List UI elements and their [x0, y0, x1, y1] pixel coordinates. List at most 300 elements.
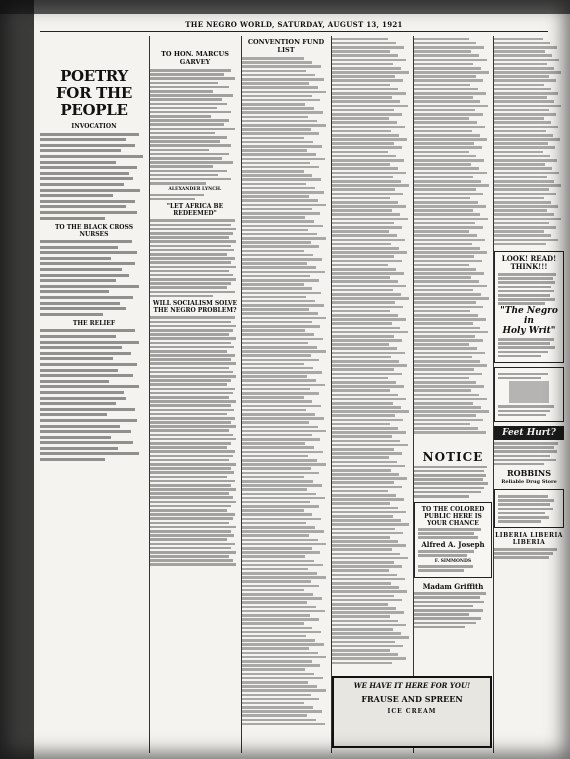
fund-list-entry: [332, 578, 405, 581]
fund-list-entry: [242, 266, 316, 269]
fund-list-entry: [242, 145, 322, 148]
fund-list-entry: [414, 406, 481, 409]
fund-list-entry: [414, 213, 480, 216]
fund-list-entry: [414, 268, 476, 271]
fund-list-entry: [414, 46, 484, 49]
fund-list-entry: [414, 368, 474, 371]
fund-list-entry: [242, 593, 313, 596]
fund-list-entry: [332, 565, 402, 568]
fund-list-entry: [494, 205, 558, 208]
fund-list-entry: [494, 71, 561, 74]
poem-heading: TO HON. MARCUS GARVEY: [161, 50, 229, 66]
fund-list-entry: [332, 548, 392, 551]
fund-list-entry: [332, 184, 409, 187]
scan-shadow: [0, 0, 34, 759]
fund-list-entry: [494, 155, 550, 158]
ice-cream-ad: [332, 676, 492, 748]
fund-list-entry: [332, 96, 392, 99]
fund-list-entry: [494, 88, 551, 91]
fund-list-entry: [332, 314, 398, 317]
fund-list-entry: [242, 677, 323, 680]
fund-list-entry: [414, 75, 476, 78]
fund-list-entry: [242, 643, 324, 646]
fund-list-entry: [242, 333, 314, 336]
fund-list-entry: [242, 237, 326, 240]
fund-list-entry: [242, 300, 315, 303]
fund-list-entry: [414, 297, 489, 300]
fund-list-entry: [494, 50, 545, 53]
fund-list-entry: [242, 187, 315, 190]
fund-list-entry: [414, 84, 470, 87]
fund-list-entry: [332, 473, 399, 476]
ad-title-line: "The Negro in: [500, 306, 558, 327]
fund-list-entry: [414, 389, 471, 392]
poem-title: TO THE BLACK CROSS NURSES: [54, 223, 134, 238]
fund-list-entry: [332, 226, 402, 229]
fund-list-entry: [242, 405, 321, 408]
fund-list-entry: [414, 402, 473, 405]
fund-list-entry: [242, 174, 312, 177]
fund-list-entry: [414, 130, 472, 133]
fund-list-entry: [242, 421, 309, 424]
fund-list-entry: [332, 75, 395, 78]
negro-holy-writ-ad: [494, 251, 564, 363]
fund-list-entry: [242, 668, 305, 671]
fund-list-entry: [242, 618, 319, 621]
fund-list-entry: [332, 180, 401, 183]
fund-list-entry: [414, 414, 476, 417]
fund-list-entry: [242, 438, 320, 441]
fund-list-entry: [494, 243, 546, 246]
fund-list-entry: [494, 138, 560, 141]
fund-list-entry: [242, 375, 307, 378]
fund-list-entry: [332, 172, 406, 175]
notice-block: [414, 450, 492, 630]
fund-list-entry: [332, 628, 393, 631]
remedy-ad: [494, 367, 564, 422]
fund-list-entry: [242, 476, 304, 479]
fund-list-entry: [332, 121, 397, 124]
fund-list-entries: [414, 38, 492, 434]
fund-list-entry: [242, 388, 310, 391]
fund-list-entry: [242, 656, 326, 659]
fund-list-entry: [494, 230, 544, 233]
fund-list-entry: [332, 188, 395, 191]
fund-list-entry: [242, 396, 304, 399]
fund-list-entry: [332, 544, 406, 547]
fund-list-entry: [242, 120, 317, 123]
fund-list-entry: [242, 254, 313, 257]
fund-list-entry: [332, 494, 396, 497]
fund-list-entry: [242, 141, 313, 144]
fund-list-entry: [242, 250, 304, 253]
fund-list-entry: [494, 121, 551, 124]
fund-list-entry: [242, 534, 309, 537]
fund-list-entry: [332, 469, 391, 472]
fund-list-entry: [242, 212, 320, 215]
fund-list-entry: [242, 497, 325, 500]
fund-list-entry: [332, 280, 398, 283]
ad-heading: TO THE COLORED PUBLIC HERE IS YOUR CHANCE: [421, 505, 485, 527]
fund-list-entry: [414, 113, 483, 116]
fund-list-entry: [242, 610, 325, 613]
fund-list-entry: [332, 42, 396, 45]
fund-list-entry: [494, 146, 555, 149]
fund-list-entry: [414, 176, 473, 179]
fund-list-entry: [242, 329, 305, 332]
fund-list-entry: [242, 673, 314, 676]
ad-text: [498, 338, 560, 357]
fund-list-entry: [414, 243, 472, 246]
fund-list-entry: [242, 124, 326, 127]
fund-list-entry: [242, 371, 322, 374]
articles-column: [150, 36, 240, 753]
fund-list-entry: [494, 209, 547, 212]
fund-list-entry: [414, 54, 479, 57]
fund-list-entry: [242, 493, 316, 496]
fund-list-entry: [242, 484, 322, 487]
fund-list-entry: [242, 379, 316, 382]
fund-list-entry: [332, 624, 406, 627]
fund-list-entry: [494, 105, 561, 108]
fund-list-entry: [414, 310, 470, 313]
fund-list-entry: [414, 394, 479, 397]
fund-list-entry: [242, 116, 308, 119]
fund-list-entry: [242, 530, 324, 533]
fund-list-entry: [242, 111, 323, 114]
fund-list-entry: [332, 599, 402, 602]
fund-list-entry: [414, 289, 473, 292]
fund-list-entry: [494, 92, 558, 95]
fund-list-entry: [242, 706, 313, 709]
fund-list-entry: [242, 128, 311, 131]
fund-list-entry: [414, 280, 479, 283]
fund-list-entry: [242, 409, 306, 412]
fund-list-entry: [332, 155, 396, 158]
fund-list-entry: [242, 547, 312, 550]
fund-list-entry: [242, 287, 312, 290]
fund-list-entry: [494, 67, 554, 70]
fund-list-entry: [494, 54, 552, 57]
fund-list-entry: [332, 532, 403, 535]
fund-list-entry: [242, 501, 310, 504]
article-heading: "LET AFRICA BE REDEEMED": [166, 203, 224, 218]
fund-list-entry: [332, 653, 398, 656]
fund-list-entry: [494, 117, 544, 120]
fund-list-entry: [414, 63, 473, 66]
fund-list-entry: [494, 163, 545, 166]
fund-list-entry: [242, 576, 326, 579]
robbins-ad-heading: ROBBINS: [507, 468, 551, 479]
fund-list-entry: [242, 216, 305, 219]
fund-list-entry: [332, 507, 398, 510]
fund-list-entry: [242, 241, 311, 244]
fund-list-entry: [242, 354, 311, 357]
poem-text: [40, 329, 148, 461]
fund-list-entry: [494, 201, 551, 204]
fund-list-entry: [414, 159, 484, 162]
fund-list-entry: [494, 151, 543, 154]
ad-illustration: [509, 381, 549, 403]
fund-list-entry: [414, 385, 484, 388]
fund-list-entry: [414, 276, 471, 279]
fund-list-entry: [414, 50, 471, 53]
fund-list-entry: [332, 490, 388, 493]
fund-list-entry: [414, 335, 475, 338]
fund-list-entry: [242, 103, 305, 106]
article-heading: WILL SOCIALISM SOLVE THE NEGRO PROBLEM?: [152, 300, 238, 315]
fund-list-entry: [414, 59, 487, 62]
fund-list-entry: [414, 96, 473, 99]
fund-list-entry: [332, 105, 408, 108]
article-text: [150, 316, 240, 566]
notice-text: [414, 466, 492, 498]
fund-list-entry: [242, 95, 312, 98]
fund-list-entry: [494, 226, 556, 229]
fund-list-entry: [332, 331, 408, 334]
fund-list-entry: [494, 222, 549, 225]
fund-list-entry: [494, 38, 543, 41]
fund-list-entry: [332, 427, 398, 430]
fund-list-entries: [242, 57, 330, 725]
fund-list-entry: [332, 586, 399, 589]
fund-list-entry: [332, 377, 388, 380]
fund-list-entry: [494, 142, 548, 145]
fund-list-entry: [332, 126, 405, 129]
fund-list-entry: [414, 347, 477, 350]
fund-list-entry: [242, 271, 325, 274]
fund-list-entry: [414, 205, 486, 208]
article-text: [150, 194, 240, 201]
fund-list-entry: [332, 406, 401, 409]
ad-text: [498, 373, 560, 380]
fund-list-entry: [332, 109, 394, 112]
fund-list-entry: [414, 184, 489, 187]
fund-list-entry: [332, 218, 408, 221]
fund-list-entry: [242, 555, 305, 558]
fund-list-entry: [242, 417, 324, 420]
fund-list-entry: [414, 360, 480, 363]
fund-list-entry: [414, 410, 489, 413]
colored-public-ad: [414, 502, 492, 578]
fund-list-entry: [242, 74, 315, 77]
fund-list-entry: [242, 689, 326, 692]
fund-list-entry: [414, 209, 473, 212]
fund-list-entry: [332, 410, 409, 413]
fund-list-entry: [494, 46, 557, 49]
fund-list-entry: [242, 400, 312, 403]
fund-list-entry: [332, 71, 409, 74]
fund-list-entry: [414, 38, 469, 41]
fund-list-entry: [414, 247, 480, 250]
fund-list-entry: [494, 63, 547, 66]
fund-list-entry: [332, 176, 393, 179]
fund-list-entry: [332, 431, 406, 434]
ad-text: [418, 565, 488, 572]
fund-list-entry: [414, 218, 488, 221]
fund-list-entry: [332, 193, 403, 196]
fund-list-entry: [242, 446, 314, 449]
fund-list-entry: [414, 331, 488, 334]
fund-list-entry: [242, 505, 319, 508]
fund-list-entry: [242, 664, 320, 667]
fund-list-entry: [494, 75, 549, 78]
fund-list-entry: [332, 213, 400, 216]
fund-list-heading: CONVENTION FUND LIST: [247, 38, 325, 54]
fund-list-entry: [332, 306, 403, 309]
fund-list-entry: [242, 262, 307, 265]
fund-list-entry: [242, 208, 312, 211]
ad-heading: LOOK! READ! THINK!!!: [501, 254, 557, 272]
fund-list-entry: [242, 572, 317, 575]
fund-list-entry: [414, 431, 486, 434]
fund-list-entry: [242, 342, 308, 345]
ads-column: [494, 36, 564, 753]
fund-list-entry: [414, 146, 482, 149]
fund-list-entry: [332, 243, 391, 246]
fund-list-entry: [332, 649, 390, 652]
fund-list-entry: [414, 92, 486, 95]
fund-list-entry: [242, 158, 325, 161]
fund-list-entry: [242, 65, 321, 68]
fund-list-entry: [414, 151, 469, 154]
fund-list-entry: [242, 622, 304, 625]
fund-list-entry: [332, 553, 400, 556]
fund-list-entry: [332, 209, 392, 212]
fund-list-entry: [414, 100, 480, 103]
poem-title: THE RELIEF: [72, 319, 116, 327]
fund-list-entry: [414, 71, 489, 74]
fund-list-entry: [332, 456, 389, 459]
fund-list-entry: [494, 188, 549, 191]
fund-list-entry: [242, 589, 304, 592]
fund-list-entry: [242, 647, 309, 650]
fund-list-entry: [242, 639, 315, 642]
fund-list-entry: [242, 82, 309, 85]
fund-list-entry: [242, 225, 323, 228]
fund-list-entry: [332, 486, 402, 489]
fund-list-entry: [494, 213, 554, 216]
fund-list-entry: [332, 519, 401, 522]
feet-hurt-ad-heading: Feet Hurt?: [494, 426, 564, 440]
fund-list-entry: [494, 172, 559, 175]
fund-list-entry: [414, 339, 483, 342]
fund-list-entry: [332, 398, 406, 401]
fund-list-entry: [414, 260, 482, 263]
fund-list-entry: [242, 149, 307, 152]
fund-list-entry: [242, 204, 326, 207]
fund-list-entry: [414, 117, 469, 120]
fund-list-continued-column: [332, 36, 412, 753]
fund-list-entry: [332, 230, 389, 233]
fund-list-entry: [242, 183, 306, 186]
notice-column: [414, 36, 492, 753]
fund-list-entry: [242, 434, 312, 437]
fund-list-entry: [332, 595, 394, 598]
fund-list-entry: [494, 176, 547, 179]
fund-list-entry: [242, 153, 316, 156]
fund-list-entry: [414, 42, 476, 45]
fund-list-entry: [332, 142, 394, 145]
fund-list-entry: [242, 660, 312, 663]
fund-list-entry: [332, 452, 402, 455]
poem-text: [40, 133, 148, 220]
fund-list-entry: [332, 205, 406, 208]
fund-list-entry: [242, 451, 323, 454]
fund-list-entry: [332, 444, 408, 447]
fund-list-entry: [332, 540, 398, 543]
notice-heading: NOTICE: [422, 450, 484, 464]
fund-list-entry: [332, 255, 394, 258]
fund-list-entry: [414, 88, 478, 91]
fund-list-entry: [242, 681, 308, 684]
ad-text: [494, 548, 564, 559]
fund-list-entry: [414, 67, 481, 70]
fund-list-entry: [332, 38, 388, 41]
fund-list-entry: [494, 159, 557, 162]
fund-list-entry: [414, 419, 483, 422]
ad-brand: FRAUSE AND SPREEN: [361, 694, 463, 704]
fund-list-entry: [494, 96, 547, 99]
fund-list-entry: [242, 459, 317, 462]
fund-list-entry: [332, 352, 405, 355]
fund-list-entry: [414, 155, 476, 158]
fund-list-entry: [242, 627, 312, 630]
fund-list-entry: [414, 193, 483, 196]
fund-list-entry: [332, 502, 390, 505]
fund-list-entry: [242, 442, 305, 445]
fund-list-entry: [242, 195, 309, 198]
fund-list-entry: [332, 285, 406, 288]
fund-list-entry: [242, 430, 326, 433]
fund-list-entry: [242, 325, 320, 328]
ad-text: [498, 495, 560, 523]
fund-list-entry: [242, 580, 311, 583]
fund-list-entry: [414, 142, 474, 145]
fund-list-entry: [414, 234, 477, 237]
fund-list-entry: [414, 352, 485, 355]
fund-list-entry: [332, 46, 404, 49]
fund-list-entry: [242, 509, 304, 512]
fund-list-entry: [242, 279, 319, 282]
fund-list-entry: [242, 568, 308, 571]
fund-list-entry: [332, 569, 389, 572]
fund-list-entry: [332, 381, 396, 384]
fund-list-entry: [494, 239, 558, 242]
fund-list-entry: [242, 614, 310, 617]
fund-list-entry: [494, 234, 551, 237]
fund-list-entry: [332, 54, 398, 57]
fund-list-entry: [242, 245, 319, 248]
fund-list-entry: [332, 310, 390, 313]
fund-list-entry: [332, 167, 398, 170]
fund-list-entry: [332, 477, 407, 480]
fund-list-entry: [332, 435, 392, 438]
fund-list-entry: [242, 518, 321, 521]
fund-list-entry: [414, 134, 480, 137]
fund-list-entry: [414, 423, 470, 426]
fund-list-entry: [242, 723, 325, 726]
fund-list-entry: [414, 126, 485, 129]
fund-list-entry: [332, 641, 395, 644]
fund-list-entry: [414, 172, 487, 175]
fund-list-entry: [332, 347, 397, 350]
fund-list-entry: [242, 359, 319, 362]
fund-list-entry: [414, 197, 470, 200]
fund-list-entry: [332, 100, 400, 103]
fund-list-entry: [242, 191, 324, 194]
fund-list-entry: [242, 551, 320, 554]
